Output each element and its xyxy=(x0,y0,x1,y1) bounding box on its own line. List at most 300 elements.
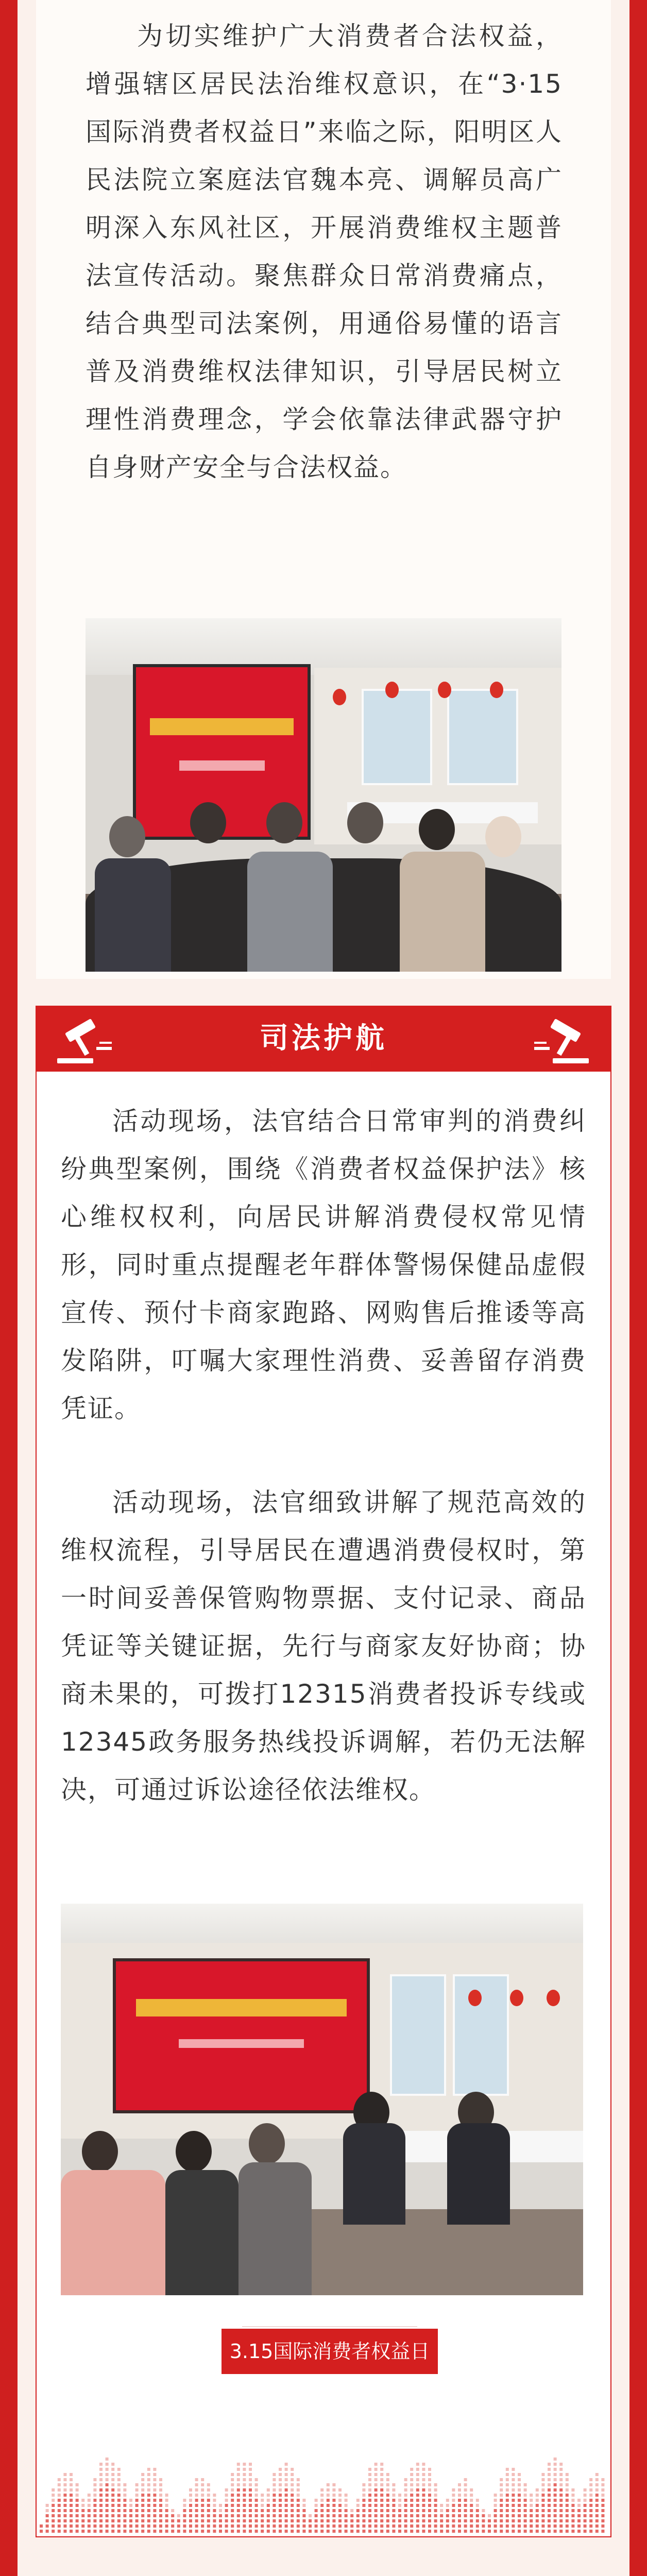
decorative-bar-dot xyxy=(189,2509,192,2512)
decorative-bar-dot xyxy=(195,2494,198,2497)
decorative-bar-dot xyxy=(123,2504,126,2507)
decorative-bar-dot xyxy=(195,2488,198,2492)
decorative-bar-dot xyxy=(225,2504,228,2507)
decorative-bar-dot xyxy=(123,2488,126,2492)
decorative-bar-dot xyxy=(428,2473,431,2476)
decorative-bar-dot xyxy=(46,2524,49,2528)
decorative-bar-dot xyxy=(231,2514,234,2517)
decorative-bar-dot xyxy=(386,2499,389,2502)
decorative-bar-dot xyxy=(76,2514,79,2517)
decorative-bar-dot xyxy=(416,2530,419,2533)
decorative-bar-dot xyxy=(141,2514,144,2517)
decorative-bar-dot xyxy=(195,2483,198,2486)
decorative-bar-dot xyxy=(320,2499,324,2502)
decorative-bar-dot xyxy=(350,2524,353,2528)
decorative-bar-dot xyxy=(267,2524,270,2528)
decorative-bar-dot xyxy=(201,2483,204,2486)
decorative-bar-dot xyxy=(117,2473,121,2476)
decorative-bar-dot xyxy=(285,2509,288,2512)
decorative-bar-dot xyxy=(452,2524,455,2528)
decorative-bar-dot xyxy=(470,2488,473,2492)
decorative-bar-dot xyxy=(76,2499,79,2502)
decorative-bar-dot xyxy=(255,2509,258,2512)
decorative-bar-dot xyxy=(464,2530,467,2533)
decorative-bar-dot xyxy=(368,2494,371,2497)
decorative-bar-dot xyxy=(201,2519,204,2522)
decorative-bar-dot xyxy=(111,2488,114,2492)
decorative-bar-dot xyxy=(554,2499,557,2502)
decorative-bar-dot xyxy=(464,2524,467,2528)
decorative-bar-dot xyxy=(554,2509,557,2512)
section-title: 司法护航 xyxy=(260,1022,387,1055)
decorative-bar-dot xyxy=(506,2509,509,2512)
decorative-bar-dot xyxy=(249,2519,252,2522)
decorative-bar-dot xyxy=(302,2514,305,2517)
decorative-bar-dot xyxy=(368,2524,371,2528)
decorative-bar-dot xyxy=(195,2478,198,2481)
decorative-bar-dot xyxy=(46,2509,49,2512)
decorative-bar-dot xyxy=(464,2519,467,2522)
decorative-bar-dot xyxy=(404,2504,407,2507)
decorative-bar-dot xyxy=(440,2504,443,2507)
decorative-bar-dot xyxy=(63,2478,66,2481)
decorative-bar-dot xyxy=(195,2519,198,2522)
decorative-bar-dot xyxy=(476,2499,479,2502)
decorative-bar-dot xyxy=(261,2509,264,2512)
decorative-bar-dot xyxy=(524,2488,527,2492)
decorative-bar-dot xyxy=(315,2519,318,2522)
decorative-bar-dot xyxy=(297,2488,300,2492)
decorative-bar-dot xyxy=(541,2494,544,2497)
decorative-bar-dot xyxy=(584,2499,587,2502)
decorative-bar-dot xyxy=(153,2509,156,2512)
decorative-bar-dot xyxy=(422,2488,425,2492)
decorative-bar-dot xyxy=(123,2514,126,2517)
decorative-bar-dot xyxy=(273,2519,276,2522)
decorative-bar-dot xyxy=(243,2468,246,2471)
decorative-bar-dot xyxy=(541,2504,544,2507)
decorative-bar-dot xyxy=(458,2483,461,2486)
decorative-bar-dot xyxy=(106,2530,109,2533)
decorative-bar-dot xyxy=(129,2504,132,2507)
decorative-bar-dot xyxy=(58,2504,61,2507)
decorative-bar-dot xyxy=(589,2483,592,2486)
decorative-bar-dot xyxy=(338,2524,342,2528)
decorative-bar-dot xyxy=(81,2509,84,2512)
decorative-bar-dot xyxy=(52,2509,55,2512)
decorative-bar-dot xyxy=(177,2524,180,2528)
decorative-bar-dot xyxy=(70,2473,73,2476)
decorative-bar-dot xyxy=(76,2494,79,2497)
decorative-bar-dot xyxy=(380,2524,383,2528)
decorative-bar-dot xyxy=(500,2509,503,2512)
decorative-bar-dot xyxy=(147,2524,150,2528)
decorative-bar-dot xyxy=(392,2488,395,2492)
decorative-bar-dot xyxy=(345,2524,348,2528)
decorative-bar-dot xyxy=(410,2524,413,2528)
decorative-bar-dot xyxy=(99,2473,103,2476)
decorative-bar-dot xyxy=(255,2488,258,2492)
decorative-bar-dot xyxy=(147,2478,150,2481)
decorative-bar-dot xyxy=(446,2530,449,2533)
decorative-bar-dot xyxy=(530,2530,533,2533)
decorative-bar-dot xyxy=(571,2519,574,2522)
decorative-bar-dot xyxy=(141,2530,144,2533)
decorative-bar-dot xyxy=(279,2504,282,2507)
decorative-bar-dot xyxy=(332,2494,335,2497)
decorative-bar-dot xyxy=(243,2509,246,2512)
decorative-bar-dot xyxy=(237,2483,240,2486)
decorative-bar-dot xyxy=(52,2504,55,2507)
decorative-bar-dot xyxy=(52,2530,55,2533)
decorative-bar-dot xyxy=(99,2514,103,2517)
decorative-bar-dot xyxy=(506,2468,509,2471)
decorative-bar-dot xyxy=(117,2504,121,2507)
decorative-bar-dot xyxy=(482,2524,485,2528)
decorative-bar-dot xyxy=(58,2499,61,2502)
decorative-bar-dot xyxy=(595,2509,599,2512)
decorative-bar-dot xyxy=(577,2509,581,2512)
decorative-bar-dot xyxy=(46,2504,49,2507)
decorative-bar-dot xyxy=(452,2488,455,2492)
decorative-bar-dot xyxy=(595,2519,599,2522)
decorative-bar-dot xyxy=(147,2473,150,2476)
decorative-bar-dot xyxy=(380,2463,383,2466)
decorative-bar-dot xyxy=(285,2494,288,2497)
decorative-bar-dot xyxy=(380,2509,383,2512)
decorative-bar-dot xyxy=(285,2463,288,2466)
decorative-bar-dot xyxy=(338,2499,342,2502)
decorative-bar-dot xyxy=(554,2468,557,2471)
decorative-bar-dot xyxy=(231,2483,234,2486)
decorative-bar-dot xyxy=(106,2458,109,2461)
decorative-bar-dot xyxy=(494,2494,497,2497)
decorative-bar-dot xyxy=(267,2488,270,2492)
decorative-bar-dot xyxy=(315,2524,318,2528)
decorative-bar-dot xyxy=(327,2483,330,2486)
decorative-bar-dot xyxy=(332,2504,335,2507)
decorative-bar-dot xyxy=(362,2483,365,2486)
decorative-bar-dot xyxy=(93,2509,96,2512)
decorative-bar-dot xyxy=(404,2519,407,2522)
decorative-bar-dot xyxy=(601,2483,604,2486)
decorative-bar-dot xyxy=(153,2519,156,2522)
decorative-bar-dot xyxy=(356,2519,360,2522)
decorative-bar-dot xyxy=(279,2488,282,2492)
decorative-bar-dot xyxy=(416,2514,419,2517)
decorative-bar-dot xyxy=(338,2530,342,2533)
decorative-bar-dot xyxy=(374,2504,378,2507)
decorative-bar-dot xyxy=(261,2499,264,2502)
decorative-bar-dot xyxy=(93,2499,96,2502)
decorative-bar-dot xyxy=(380,2473,383,2476)
decorative-bar-dot xyxy=(153,2494,156,2497)
decorative-bar-dot xyxy=(81,2519,84,2522)
decorative-bar-dot xyxy=(554,2514,557,2517)
decorative-bar-dot xyxy=(249,2468,252,2471)
decorative-bar-dot xyxy=(494,2514,497,2517)
decorative-bar-dot xyxy=(440,2519,443,2522)
decorative-bar-dot xyxy=(350,2530,353,2533)
decorative-bar-dot xyxy=(488,2514,491,2517)
decorative-bar-dot xyxy=(368,2478,371,2481)
decorative-bar-dot xyxy=(147,2468,150,2471)
decorative-bar-dot xyxy=(147,2509,150,2512)
decorative-bar-dot xyxy=(171,2509,174,2512)
decorative-bar-dot xyxy=(52,2499,55,2502)
decorative-bar-dot xyxy=(273,2509,276,2512)
decorative-bar-dot xyxy=(207,2488,210,2492)
decorative-bar-dot xyxy=(58,2509,61,2512)
decorative-bar-dot xyxy=(398,2519,401,2522)
decorative-bar-dot xyxy=(530,2524,533,2528)
decorative-bar-dot xyxy=(518,2519,521,2522)
decorative-bar-dot xyxy=(327,2488,330,2492)
decorative-bar-dot xyxy=(243,2483,246,2486)
decorative-bar-dot xyxy=(554,2494,557,2497)
decorative-bar-dot xyxy=(374,2463,378,2466)
section-paragraph-2: 活动现场，法官细致讲解了规范高效的维权流程，引导居民在遭遇消费侵权时，第一时间妥善保管购物票据、支付记录、商品凭证等关键证据，先行与商家友好协商；协商未果的，可拨打12315消费者投诉专线或12345政务服务热线投诉调解，若仍无法解决，可通过诉讼途径依法维权。 xyxy=(61,1487,586,1805)
decorative-bar-dot xyxy=(452,2509,455,2512)
decorative-bar-dot xyxy=(345,2504,348,2507)
decorative-bar-dot xyxy=(541,2519,544,2522)
decorative-bar-dot xyxy=(237,2478,240,2481)
decorative-bar-dot xyxy=(81,2524,84,2528)
decorative-bar-dot xyxy=(530,2509,533,2512)
decorative-bar-dot xyxy=(159,2514,162,2517)
decorative-bar-dot xyxy=(452,2499,455,2502)
decorative-bar-dot xyxy=(70,2499,73,2502)
decorative-bar-dot xyxy=(566,2514,569,2517)
decorative-bar-dot xyxy=(589,2499,592,2502)
decorative-bar-dot xyxy=(129,2509,132,2512)
decorative-bar-dot xyxy=(398,2494,401,2497)
decorative-bar-dot xyxy=(356,2504,360,2507)
decorative-bar-dot xyxy=(566,2494,569,2497)
decorative-bar-dot xyxy=(225,2499,228,2502)
decorative-bar-dot xyxy=(58,2478,61,2481)
decorative-bar-dot xyxy=(88,2499,91,2502)
decorative-bar-dot xyxy=(595,2478,599,2481)
decorative-bar-dot xyxy=(548,2473,551,2476)
decorative-bar-dot xyxy=(398,2530,401,2533)
decorative-bar-dot xyxy=(207,2519,210,2522)
decorative-bar-dot xyxy=(350,2519,353,2522)
decorative-bar-dot xyxy=(213,2494,216,2497)
decorative-bar-dot xyxy=(129,2524,132,2528)
decorative-bar-dot xyxy=(70,2524,73,2528)
decorative-bar-dot xyxy=(93,2514,96,2517)
decorative-bar-dot xyxy=(249,2499,252,2502)
decorative-bar-dot xyxy=(338,2519,342,2522)
decorative-bar-dot xyxy=(93,2494,96,2497)
decorative-bar-dot xyxy=(123,2524,126,2528)
decorative-bar-dot xyxy=(106,2524,109,2528)
decorative-bar-dot xyxy=(541,2509,544,2512)
decorative-bar-dot xyxy=(356,2530,360,2533)
decorative-bar-dot xyxy=(159,2519,162,2522)
decorative-bar-dot xyxy=(464,2494,467,2497)
decorative-bar-dot xyxy=(153,2488,156,2492)
decorative-bar-dot xyxy=(464,2514,467,2517)
decorative-bar-dot xyxy=(111,2509,114,2512)
decorative-bar-dot xyxy=(225,2530,228,2533)
decorative-bar-dot xyxy=(410,2473,413,2476)
decorative-bar-dot xyxy=(416,2519,419,2522)
decorative-bar-dot xyxy=(177,2519,180,2522)
decorative-bar-dot xyxy=(404,2509,407,2512)
decorative-bar-dot xyxy=(464,2504,467,2507)
decorative-bar-dot xyxy=(99,2499,103,2502)
decorative-bar-dot xyxy=(255,2499,258,2502)
decorative-bar-dot xyxy=(81,2504,84,2507)
decorative-bar-dot xyxy=(189,2504,192,2507)
decorative-bar-dot xyxy=(536,2530,539,2533)
decorative-bar-dot xyxy=(577,2499,581,2502)
decorative-bar-dot xyxy=(261,2530,264,2533)
decorative-bar-dot xyxy=(554,2504,557,2507)
decorative-bar-dot xyxy=(601,2504,604,2507)
decorative-bar-dot xyxy=(512,2468,515,2471)
decorative-bar-dot xyxy=(165,2509,168,2512)
decorative-bar-dot xyxy=(123,2519,126,2522)
decorative-bar-dot xyxy=(165,2499,168,2502)
decorative-bar-dot xyxy=(231,2530,234,2533)
decorative-bar-dot xyxy=(320,2509,324,2512)
decorative-bar-dot xyxy=(207,2524,210,2528)
decorative-bar-dot xyxy=(380,2483,383,2486)
decorative-bar-dot xyxy=(559,2524,563,2528)
decorative-bar-dot xyxy=(302,2499,305,2502)
decorative-bar-dot xyxy=(147,2499,150,2502)
decorative-bar-dot xyxy=(428,2483,431,2486)
decorative-bar-dot xyxy=(111,2463,114,2466)
decorative-bar-dot xyxy=(302,2504,305,2507)
decorative-bar-dot xyxy=(129,2514,132,2517)
decorative-bar-dot xyxy=(213,2530,216,2533)
decorative-bar-dot xyxy=(554,2478,557,2481)
decorative-bar-dot xyxy=(518,2483,521,2486)
decorative-bar-dot xyxy=(530,2504,533,2507)
decorative-bar-dot xyxy=(213,2504,216,2507)
decorative-bar-dot xyxy=(595,2494,599,2497)
decorative-bar-dot xyxy=(380,2530,383,2533)
decorative-bar-dot xyxy=(482,2519,485,2522)
decorative-bar-dot xyxy=(309,2530,312,2533)
decorative-bar-dot xyxy=(267,2519,270,2522)
decorative-bar-dot xyxy=(315,2504,318,2507)
decorative-bar-dot xyxy=(249,2504,252,2507)
decorative-bar-dot xyxy=(434,2499,437,2502)
decorative-bar-dot xyxy=(99,2504,103,2507)
decorative-bar-dot xyxy=(207,2499,210,2502)
decorative-bar-dot xyxy=(273,2483,276,2486)
decorative-bar-dot xyxy=(530,2519,533,2522)
decorative-bar-dot xyxy=(601,2499,604,2502)
decorative-bar-dot xyxy=(123,2483,126,2486)
decorative-bar-dot xyxy=(183,2509,186,2512)
decorative-bar-dot xyxy=(506,2530,509,2533)
decorative-bar-dot xyxy=(386,2494,389,2497)
decorative-bar-dot xyxy=(99,2519,103,2522)
decorative-bar-dot xyxy=(159,2504,162,2507)
decorative-bar-dot xyxy=(380,2499,383,2502)
decorative-bar-dot xyxy=(398,2514,401,2517)
decorative-bar-dot xyxy=(70,2488,73,2492)
decorative-bar-dot xyxy=(332,2514,335,2517)
decorative-bar-dot xyxy=(566,2524,569,2528)
decorative-bar-dot xyxy=(559,2494,563,2497)
decorative-bar-dot xyxy=(380,2494,383,2497)
decorative-bar-dot xyxy=(404,2530,407,2533)
decorative-bar-dot xyxy=(458,2519,461,2522)
decorative-bar-pattern xyxy=(37,2442,609,2535)
decorative-bar-dot xyxy=(237,2468,240,2471)
decorative-bar-dot xyxy=(249,2478,252,2481)
decorative-bar-dot xyxy=(392,2509,395,2512)
decorative-bar-dot xyxy=(135,2488,139,2492)
decorative-bar-dot xyxy=(99,2494,103,2497)
decorative-bar-dot xyxy=(410,2483,413,2486)
decorative-bar-dot xyxy=(345,2514,348,2517)
decorative-bar-dot xyxy=(404,2524,407,2528)
decorative-bar-dot xyxy=(470,2504,473,2507)
decorative-bar-dot xyxy=(422,2509,425,2512)
decorative-bar-dot xyxy=(380,2504,383,2507)
decorative-bar-dot xyxy=(213,2519,216,2522)
decorative-bar-dot xyxy=(506,2473,509,2476)
decorative-bar-dot xyxy=(356,2514,360,2517)
decorative-bar-dot xyxy=(571,2509,574,2512)
decorative-bar-dot xyxy=(279,2524,282,2528)
decorative-bar-dot xyxy=(88,2519,91,2522)
decorative-bar-dot xyxy=(249,2488,252,2492)
decorative-bar-dot xyxy=(291,2478,294,2481)
decorative-bar-dot xyxy=(255,2494,258,2497)
decorative-bar-dot xyxy=(398,2499,401,2502)
decorative-bar-dot xyxy=(195,2509,198,2512)
decorative-bar-dot xyxy=(601,2509,604,2512)
decorative-bar-dot xyxy=(440,2509,443,2512)
decorative-bar-dot xyxy=(255,2483,258,2486)
decorative-bar-dot xyxy=(577,2514,581,2517)
decorative-bar-dot xyxy=(428,2468,431,2471)
decorative-bar-dot xyxy=(76,2488,79,2492)
decorative-bar-dot xyxy=(380,2468,383,2471)
decorative-bar-dot xyxy=(243,2488,246,2492)
decorative-bar-dot xyxy=(338,2504,342,2507)
decorative-bar-dot xyxy=(512,2488,515,2492)
decorative-bar-dot xyxy=(111,2504,114,2507)
decorative-bar-dot xyxy=(135,2524,139,2528)
decorative-bar-dot xyxy=(207,2494,210,2497)
decorative-bar-dot xyxy=(225,2509,228,2512)
decorative-bar-dot xyxy=(255,2519,258,2522)
decorative-bar-dot xyxy=(153,2478,156,2481)
decorative-bar-dot xyxy=(249,2483,252,2486)
decorative-bar-dot xyxy=(530,2499,533,2502)
decorative-bar-dot xyxy=(404,2494,407,2497)
decorative-bar-dot xyxy=(386,2483,389,2486)
decorative-bar-dot xyxy=(225,2488,228,2492)
decorative-bar-dot xyxy=(536,2488,539,2492)
decorative-bar-dot xyxy=(99,2524,103,2528)
decorative-bar-dot xyxy=(225,2514,228,2517)
decorative-bar-dot xyxy=(518,2499,521,2502)
decorative-bar-dot xyxy=(135,2483,139,2486)
decorative-bar-dot xyxy=(362,2509,365,2512)
decorative-bar-dot xyxy=(548,2509,551,2512)
